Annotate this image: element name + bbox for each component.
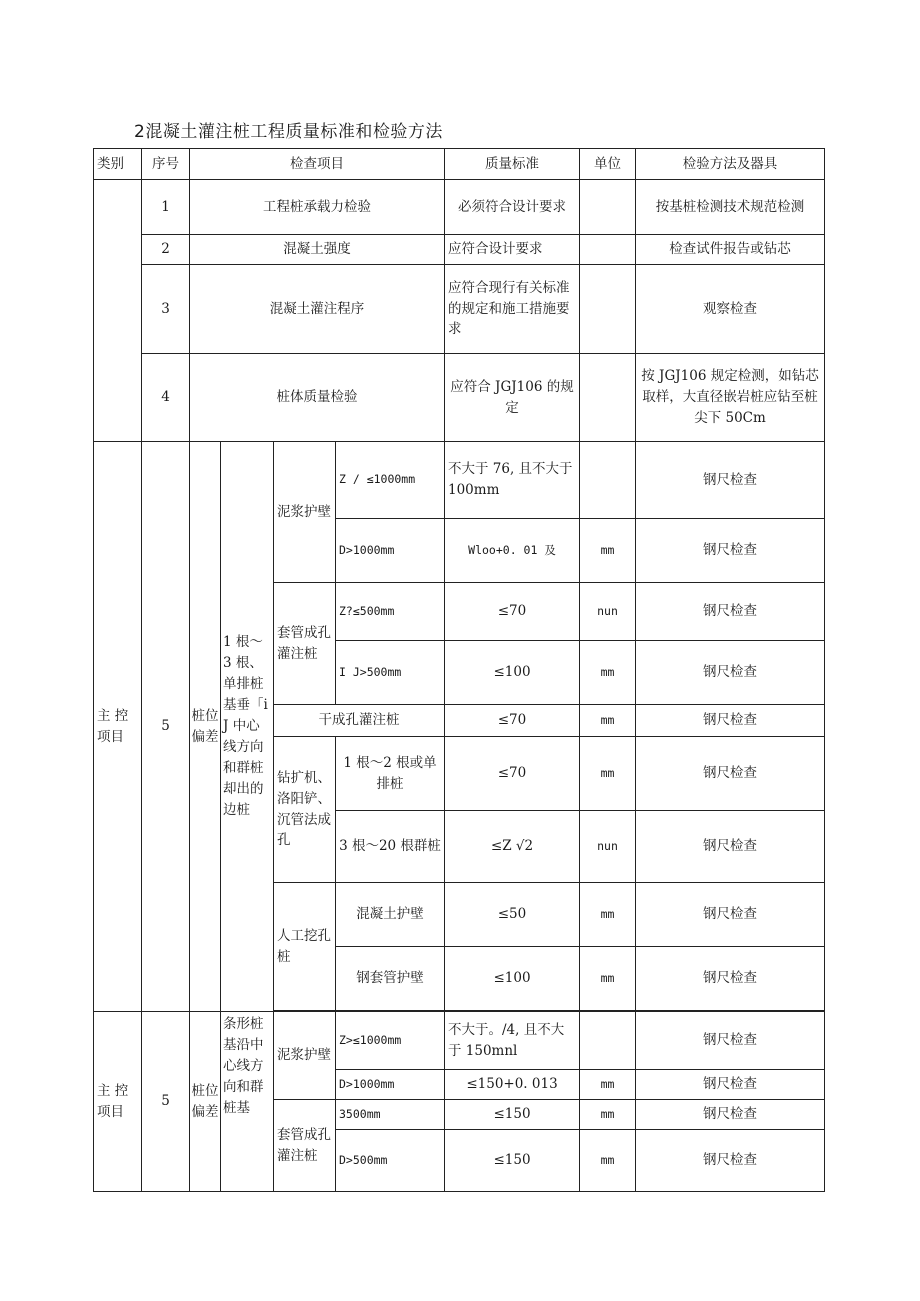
seq-cell: 3 bbox=[142, 265, 190, 354]
table-row bbox=[94, 235, 825, 265]
condition-cell: Z?≤500mm bbox=[336, 583, 445, 641]
standard-cell: ≤50 bbox=[445, 883, 580, 947]
deviation-label: 桩位偏差 bbox=[190, 442, 221, 1012]
unit-cell: mm bbox=[580, 1100, 636, 1130]
condition-cell: 1 根～2 根或单排桩 bbox=[336, 737, 445, 811]
unit-cell: mm bbox=[580, 947, 636, 1011]
seq-cell: 2 bbox=[142, 235, 190, 265]
quality-standard-table bbox=[93, 148, 825, 1192]
header-item: 检查项目 bbox=[190, 149, 445, 180]
unit-cell bbox=[580, 442, 636, 519]
header-standard: 质量标准 bbox=[445, 149, 580, 180]
standard-cell: ≤100 bbox=[445, 641, 580, 705]
condition-cell: I J>500mm bbox=[336, 641, 445, 705]
unit-cell bbox=[580, 265, 636, 354]
unit-cell: mm bbox=[580, 1130, 636, 1192]
unit-cell: nun bbox=[580, 811, 636, 883]
standard-cell: ≤70 bbox=[445, 737, 580, 811]
unit-cell: mm bbox=[580, 883, 636, 947]
condition-cell: 钢套管护壁 bbox=[336, 947, 445, 1011]
standard-cell: ≤150+0. 013 bbox=[445, 1070, 580, 1100]
item-cell: 工程桩承载力检验 bbox=[190, 180, 445, 235]
deviation-label: 桩位偏差 bbox=[190, 1012, 221, 1192]
deviation-sublabel: 条形桩基沿中心线方向和群桩基 bbox=[221, 1012, 274, 1192]
group-manual: 人工挖孔桩 bbox=[274, 883, 336, 1011]
unit-cell: mm bbox=[580, 519, 636, 583]
unit-cell: mm bbox=[580, 1070, 636, 1100]
method-cell: 钢尺检查 bbox=[636, 947, 825, 1011]
deviation-sublabel: 1 根～3 根、单排桩基垂「iJ 中心线方向和群桩却出的边桩 bbox=[221, 442, 274, 1012]
unit-cell: mm bbox=[580, 737, 636, 811]
standard-cell: ≤150 bbox=[445, 1100, 580, 1130]
group-casing: 套管成孔灌注桩 bbox=[274, 583, 336, 705]
standard-cell: Wloo+0. 01 及 bbox=[445, 519, 580, 583]
header-unit: 单位 bbox=[580, 149, 636, 180]
table-row bbox=[94, 1012, 825, 1070]
group-drill: 钻扩机、洛阳铲、沉管法成孔 bbox=[274, 737, 336, 883]
condition-cell: D>1000mm bbox=[336, 1070, 445, 1100]
standard-cell: ≤150 bbox=[445, 1130, 580, 1192]
standard-cell: 不大于。/4, 且不大于 150mnl bbox=[445, 1012, 580, 1070]
header-method: 检验方法及器具 bbox=[636, 149, 825, 180]
standard-cell: 应符合现行有关标准的规定和施工措施要求 bbox=[445, 265, 580, 354]
table-row bbox=[94, 265, 825, 354]
method-cell: 钢尺检查 bbox=[636, 1100, 825, 1130]
standard-cell: 不大于 76, 且不大于 100mm bbox=[445, 442, 580, 519]
condition-cell: Z / ≤1000mm bbox=[336, 442, 445, 519]
header-category: 类别 bbox=[94, 149, 142, 180]
method-cell: 钢尺检查 bbox=[636, 1070, 825, 1100]
category-cell: 主 控 项目 bbox=[94, 1012, 142, 1192]
method-cell: 钢尺检查 bbox=[636, 883, 825, 947]
method-cell: 钢尺检查 bbox=[636, 1130, 825, 1192]
standard-cell: 必须符合设计要求 bbox=[445, 180, 580, 235]
condition-cell: D>500mm bbox=[336, 1130, 445, 1192]
condition-cell: 3500mm bbox=[336, 1100, 445, 1130]
group-mud-wall: 泥浆护壁 bbox=[274, 1012, 336, 1100]
method-cell: 钢尺检查 bbox=[636, 583, 825, 641]
unit-cell: mm bbox=[580, 705, 636, 737]
standard-cell: ≤Z √2 bbox=[445, 811, 580, 883]
table-header-row bbox=[94, 149, 825, 180]
method-cell: 钢尺检查 bbox=[636, 737, 825, 811]
seq-cell: 4 bbox=[142, 354, 190, 442]
page-title: 2混凝土灌注桩工程质量标准和检验方法 bbox=[134, 122, 443, 142]
table-row bbox=[94, 442, 825, 519]
method-cell: 钢尺检查 bbox=[636, 1012, 825, 1070]
unit-cell bbox=[580, 180, 636, 235]
condition-cell: D>1000mm bbox=[336, 519, 445, 583]
method-cell: 钢尺检查 bbox=[636, 811, 825, 883]
table-row bbox=[94, 354, 825, 442]
method-cell: 按 JGJ106 规定检测，如钻芯取样，大直径嵌岩桩应钻至桩尖下 50Cm bbox=[636, 354, 825, 442]
method-cell: 钢尺检查 bbox=[636, 641, 825, 705]
method-cell: 观察检查 bbox=[636, 265, 825, 354]
unit-cell: mm bbox=[580, 641, 636, 705]
method-cell: 钢尺检查 bbox=[636, 442, 825, 519]
item-cell: 混凝土强度 bbox=[190, 235, 445, 265]
category-cell-empty bbox=[94, 180, 142, 442]
standard-cell: ≤70 bbox=[445, 583, 580, 641]
method-cell: 检查试件报告或钻芯 bbox=[636, 235, 825, 265]
unit-cell bbox=[580, 235, 636, 265]
category-cell: 主 控 项目 bbox=[94, 442, 142, 1012]
method-cell: 按基桩检测技术规范检测 bbox=[636, 180, 825, 235]
unit-cell bbox=[580, 1012, 636, 1070]
standard-cell: ≤100 bbox=[445, 947, 580, 1011]
method-cell: 钢尺检查 bbox=[636, 705, 825, 737]
table-row bbox=[94, 180, 825, 235]
condition-cell: Z>≤1000mm bbox=[336, 1012, 445, 1070]
unit-cell: nun bbox=[580, 583, 636, 641]
standard-cell: ≤70 bbox=[445, 705, 580, 737]
unit-cell bbox=[580, 354, 636, 442]
group-mud-wall: 泥浆护壁 bbox=[274, 442, 336, 583]
item-cell: 混凝土灌注程序 bbox=[190, 265, 445, 354]
condition-cell: 3 根～20 根群桩 bbox=[336, 811, 445, 883]
group-casing: 套管成孔灌注桩 bbox=[274, 1100, 336, 1192]
method-cell: 钢尺检查 bbox=[636, 519, 825, 583]
group-dry-hole: 干成孔灌注桩 bbox=[274, 705, 445, 737]
seq-cell: 1 bbox=[142, 180, 190, 235]
header-seq: 序号 bbox=[142, 149, 190, 180]
seq-cell: 5 bbox=[142, 442, 190, 1012]
seq-cell: 5 bbox=[142, 1012, 190, 1192]
standard-cell: 应符合 JGJ106 的规定 bbox=[445, 354, 580, 442]
standard-cell: 应符合设计要求 bbox=[445, 235, 580, 265]
item-cell: 桩体质量检验 bbox=[190, 354, 445, 442]
condition-cell: 混凝土护壁 bbox=[336, 883, 445, 947]
